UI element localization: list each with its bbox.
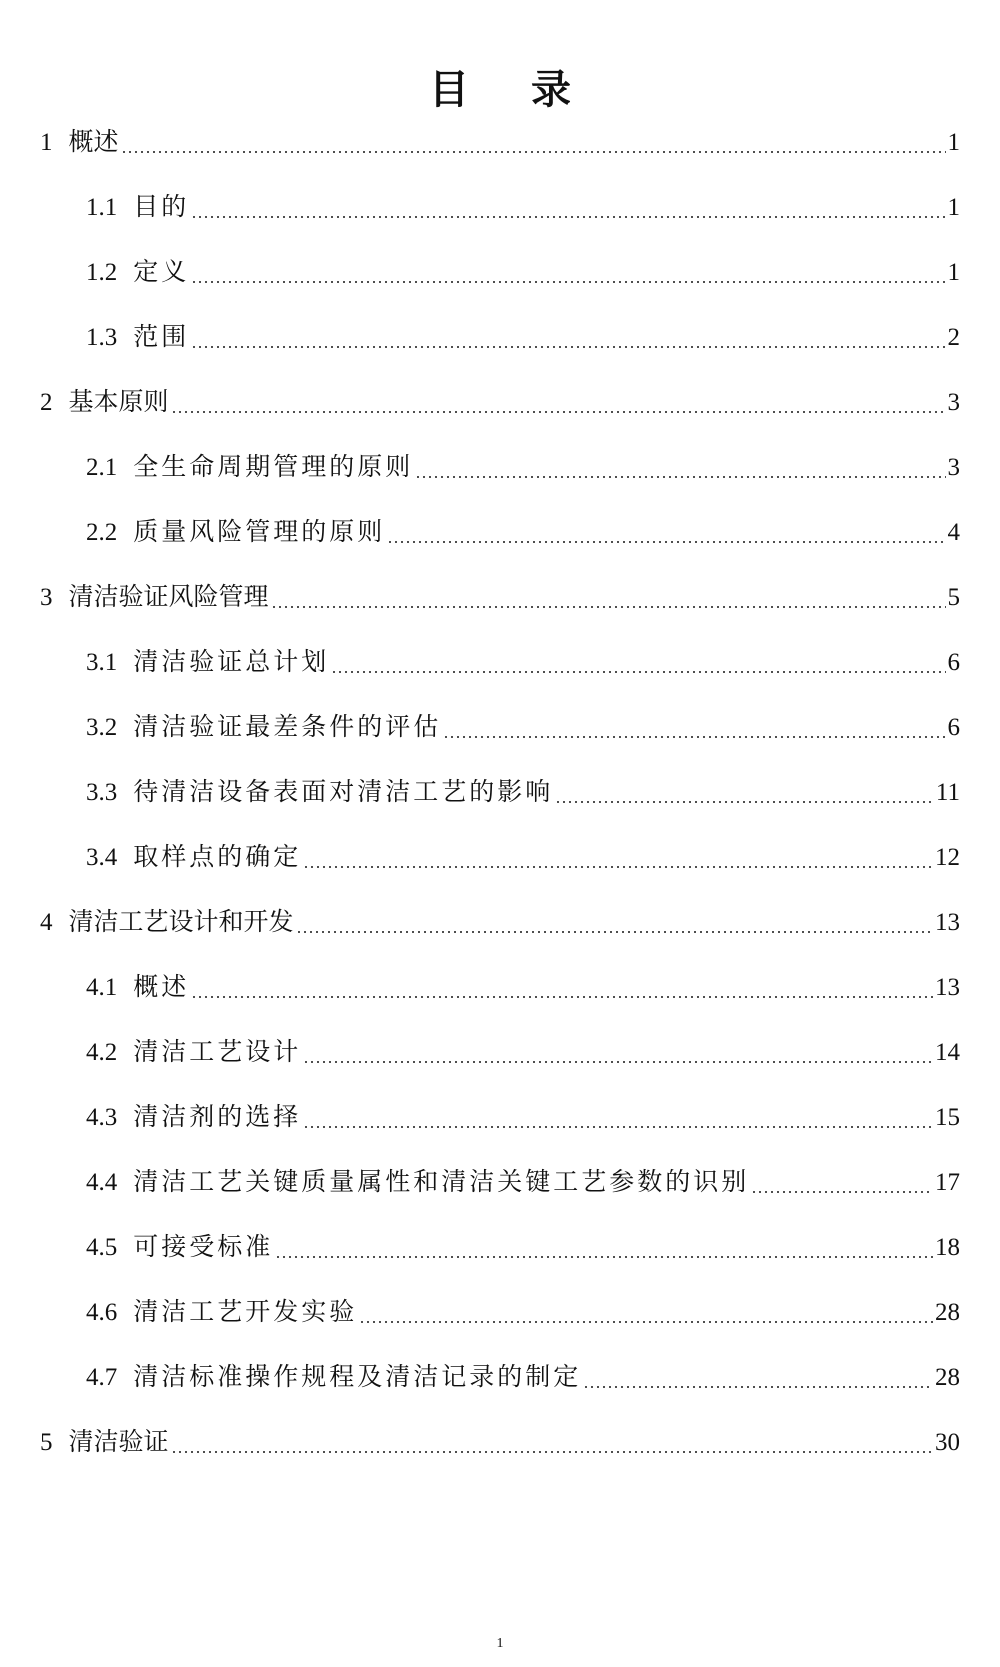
- toc-number: 5: [40, 1429, 53, 1456]
- toc-number: 3: [40, 584, 53, 611]
- toc-label: 清洁验证总计划: [133, 647, 330, 676]
- toc-number: 1.1: [86, 194, 118, 221]
- toc-page: 3: [947, 454, 960, 481]
- toc-number: 4.5: [86, 1234, 118, 1261]
- toc-label: 质量风险管理的原则: [133, 517, 386, 546]
- toc-entry[interactable]: [40, 382, 960, 422]
- toc-entry[interactable]: [86, 1292, 960, 1332]
- toc-entry[interactable]: [86, 967, 960, 1007]
- toc-number: 1.3: [86, 324, 118, 351]
- dot-leader: [171, 411, 946, 413]
- toc-label: 可接受标准: [133, 1232, 274, 1261]
- toc-entry[interactable]: [40, 1422, 960, 1462]
- toc-page: 11: [935, 779, 960, 806]
- toc-label: 范围: [133, 322, 190, 351]
- toc-number: 3.1: [86, 649, 118, 676]
- toc-page: 1: [947, 194, 960, 221]
- dot-leader: [443, 736, 945, 738]
- toc-label: 定义: [133, 257, 190, 286]
- toc-label: 清洁工艺设计和开发: [68, 907, 294, 936]
- toc-number: 3.2: [86, 714, 118, 741]
- toc-page: 1: [947, 259, 960, 286]
- toc-entry[interactable]: [40, 577, 960, 617]
- toc-page: 13: [935, 909, 960, 936]
- toc-number: 4.7: [86, 1364, 118, 1391]
- toc-label: 目的: [133, 192, 190, 221]
- dot-leader: [415, 476, 945, 478]
- dot-leader: [555, 801, 934, 803]
- toc-entry[interactable]: [86, 1032, 960, 1072]
- toc-page: 28: [935, 1299, 960, 1326]
- dot-leader: [359, 1321, 933, 1323]
- toc-number: 2: [40, 389, 53, 416]
- toc-entry[interactable]: [86, 1097, 960, 1137]
- toc-label: 全生命周期管理的原则: [133, 452, 414, 481]
- dot-leader: [271, 606, 946, 608]
- toc-label: 清洁工艺开发实验: [133, 1297, 358, 1326]
- dot-leader: [751, 1191, 933, 1193]
- toc-number: 3.3: [86, 779, 118, 806]
- toc-entry[interactable]: [86, 1162, 960, 1202]
- toc-entry[interactable]: [86, 252, 960, 292]
- toc-page: 1: [947, 129, 960, 156]
- toc-page: 14: [935, 1039, 960, 1066]
- toc-number: 1: [40, 129, 53, 156]
- toc-page: 17: [935, 1169, 960, 1196]
- toc-number: 4.6: [86, 1299, 118, 1326]
- toc-label: 概述: [68, 127, 119, 156]
- toc-entry[interactable]: [86, 512, 960, 552]
- toc-entry[interactable]: [86, 1357, 960, 1397]
- toc-label: 概述: [133, 972, 190, 1001]
- dot-leader: [303, 1126, 933, 1128]
- toc-entry[interactable]: [86, 447, 960, 487]
- toc-entry[interactable]: [86, 707, 960, 747]
- toc-page: 28: [935, 1364, 960, 1391]
- toc-label: 清洁标准操作规程及清洁记录的制定: [133, 1362, 582, 1391]
- toc-page: 2: [947, 324, 960, 351]
- toc-entry[interactable]: [86, 837, 960, 877]
- dot-leader: [275, 1256, 933, 1258]
- toc-page: 4: [947, 519, 960, 546]
- toc-number: 2.1: [86, 454, 118, 481]
- toc-entry[interactable]: [86, 1227, 960, 1267]
- toc-number: 4.2: [86, 1039, 118, 1066]
- toc-label: 取样点的确定: [133, 842, 302, 871]
- dot-leader: [296, 931, 933, 933]
- toc-entry[interactable]: [86, 642, 960, 682]
- toc-number: 3.4: [86, 844, 118, 871]
- dot-leader: [387, 541, 945, 543]
- toc-entry[interactable]: [40, 902, 960, 942]
- toc-entry[interactable]: [40, 122, 960, 162]
- toc-label: 清洁工艺关键质量属性和清洁关键工艺参数的识别: [133, 1167, 750, 1196]
- dot-leader: [303, 1061, 933, 1063]
- dot-leader: [121, 151, 946, 153]
- toc-number: 4.1: [86, 974, 118, 1001]
- toc-page: 6: [947, 649, 960, 676]
- toc-number: 1.2: [86, 259, 118, 286]
- toc-number: 4: [40, 909, 53, 936]
- dot-leader: [191, 346, 945, 348]
- toc-page: 5: [947, 584, 960, 611]
- page-title: 目 录: [429, 67, 595, 113]
- page-number: 1: [496, 1636, 504, 1651]
- toc-entry[interactable]: [86, 317, 960, 357]
- toc-page: 6: [947, 714, 960, 741]
- toc-page: 3: [947, 389, 960, 416]
- dot-leader: [583, 1386, 933, 1388]
- toc-label: 清洁剂的选择: [133, 1102, 302, 1131]
- toc-page: 12: [935, 844, 960, 871]
- toc-label: 清洁验证风险管理: [68, 582, 269, 611]
- dot-leader: [331, 671, 945, 673]
- toc-number: 2.2: [86, 519, 118, 546]
- toc-page: 18: [935, 1234, 960, 1261]
- toc-page: 30: [935, 1429, 960, 1456]
- toc-label: 待清洁设备表面对清洁工艺的影响: [133, 777, 554, 806]
- toc-label: 清洁工艺设计: [133, 1037, 302, 1066]
- toc-number: 4.4: [86, 1169, 118, 1196]
- toc-entry[interactable]: [86, 187, 960, 227]
- dot-leader: [191, 216, 945, 218]
- toc-label: 清洁验证: [68, 1427, 169, 1456]
- toc-label: 基本原则: [68, 387, 169, 416]
- toc-page: 15: [935, 1104, 960, 1131]
- dot-leader: [171, 1451, 933, 1453]
- dot-leader: [191, 281, 945, 283]
- dot-leader: [191, 996, 933, 998]
- toc-entry[interactable]: [86, 772, 960, 812]
- dot-leader: [303, 866, 933, 868]
- toc-number: 4.3: [86, 1104, 118, 1131]
- toc-label: 清洁验证最差条件的评估: [133, 712, 442, 741]
- toc-page: 13: [935, 974, 960, 1001]
